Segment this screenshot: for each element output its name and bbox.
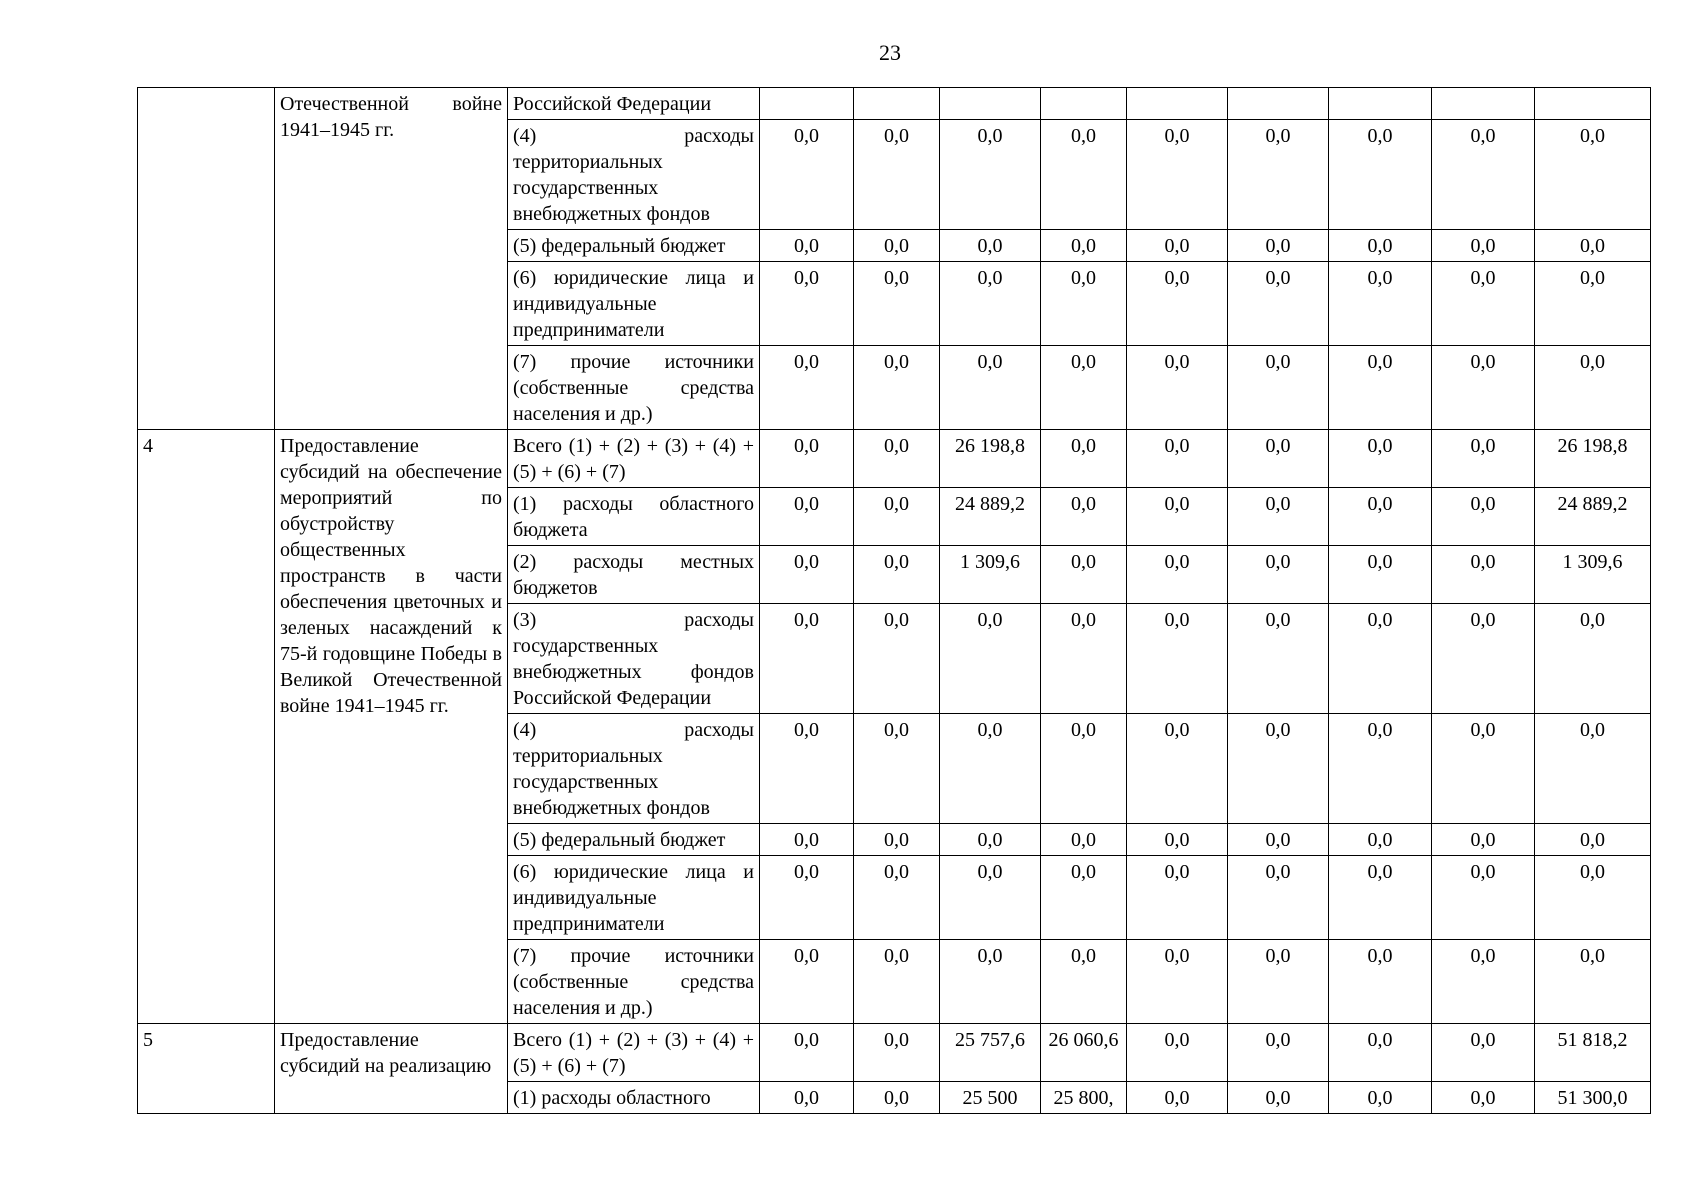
amount-cell: 0,0: [1329, 488, 1432, 546]
amount-cell: 0,0: [1127, 230, 1228, 262]
funding-source-cell: (5) федеральный бюджет: [508, 230, 760, 262]
amount-cell: 0,0: [1041, 262, 1127, 346]
amount-cell: 0,0: [760, 120, 854, 230]
amount-cell: 24 889,2: [1535, 488, 1651, 546]
amount-cell: 0,0: [1535, 230, 1651, 262]
amount-cell: 0,0: [940, 604, 1041, 714]
amount-cell: 0,0: [940, 714, 1041, 824]
amount-cell: [1432, 88, 1535, 120]
amount-cell: 0,0: [760, 230, 854, 262]
amount-cell: 0,0: [854, 546, 940, 604]
amount-cell: 0,0: [1127, 856, 1228, 940]
amount-cell: 0,0: [1329, 940, 1432, 1024]
measure-name-cell: Предоставление субсидий на обеспечение мероприятий по обустройству общественных пространств в части обеспечения цветочных и зеленых насаждений к 75-й годовщине Победы в Великой Отечественной войне 1941–1945 гг.: [275, 430, 508, 1024]
funding-source-cell: (2) расходы местных бюджетов: [508, 546, 760, 604]
amount-cell: 0,0: [854, 604, 940, 714]
amount-cell: 0,0: [1127, 430, 1228, 488]
amount-cell: 0,0: [1127, 824, 1228, 856]
amount-cell: 0,0: [1041, 940, 1127, 1024]
amount-cell: 0,0: [940, 120, 1041, 230]
funding-source-cell: (1) расходы областного: [508, 1082, 760, 1114]
amount-cell: 0,0: [940, 824, 1041, 856]
amount-cell: [1329, 88, 1432, 120]
amount-cell: 0,0: [1041, 488, 1127, 546]
amount-cell: 0,0: [1329, 824, 1432, 856]
amount-cell: 0,0: [1041, 856, 1127, 940]
amount-cell: 0,0: [1127, 604, 1228, 714]
amount-cell: 0,0: [940, 940, 1041, 1024]
amount-cell: 0,0: [854, 262, 940, 346]
amount-cell: 0,0: [854, 856, 940, 940]
amount-cell: 0,0: [1041, 430, 1127, 488]
funding-source-cell: Российской Федерации: [508, 88, 760, 120]
amount-cell: 0,0: [760, 430, 854, 488]
amount-cell: 0,0: [1432, 714, 1535, 824]
amount-cell: 0,0: [1127, 940, 1228, 1024]
amount-cell: 0,0: [1127, 546, 1228, 604]
amount-cell: 0,0: [1228, 714, 1329, 824]
amount-cell: 26 198,8: [1535, 430, 1651, 488]
amount-cell: 0,0: [760, 1082, 854, 1114]
amount-cell: 0,0: [1329, 1024, 1432, 1082]
amount-cell: 0,0: [1432, 856, 1535, 940]
amount-cell: 1 309,6: [940, 546, 1041, 604]
amount-cell: 1 309,6: [1535, 546, 1651, 604]
amount-cell: 0,0: [760, 346, 854, 430]
amount-cell: 0,0: [1432, 940, 1535, 1024]
amount-cell: 0,0: [1535, 262, 1651, 346]
amount-cell: 0,0: [760, 824, 854, 856]
amount-cell: 0,0: [1329, 604, 1432, 714]
funding-source-cell: (5) федеральный бюджет: [508, 824, 760, 856]
measure-name-cell: Отечественной войне 1941–1945 гг.: [275, 88, 508, 430]
amount-cell: 0,0: [854, 940, 940, 1024]
table-row: [138, 1024, 1651, 1082]
amount-cell: 0,0: [1228, 430, 1329, 488]
amount-cell: 0,0: [1228, 488, 1329, 546]
amount-cell: 0,0: [1329, 714, 1432, 824]
amount-cell: 0,0: [854, 1082, 940, 1114]
table-row: [138, 430, 1651, 488]
amount-cell: [940, 88, 1041, 120]
amount-cell: 24 889,2: [940, 488, 1041, 546]
amount-cell: 0,0: [940, 856, 1041, 940]
funding-source-cell: (3) расходы государственных внебюджетных фондов Российской Федерации: [508, 604, 760, 714]
amount-cell: 0,0: [1127, 1024, 1228, 1082]
amount-cell: 0,0: [1432, 1082, 1535, 1114]
amount-cell: 26 198,8: [940, 430, 1041, 488]
amount-cell: 0,0: [1329, 120, 1432, 230]
amount-cell: 0,0: [760, 856, 854, 940]
amount-cell: 0,0: [760, 262, 854, 346]
funding-source-cell: (4) расходы территориальных государственных внебюджетных фондов: [508, 714, 760, 824]
amount-cell: 0,0: [854, 824, 940, 856]
amount-cell: 0,0: [1228, 230, 1329, 262]
amount-cell: 0,0: [1535, 120, 1651, 230]
measure-name-cell: Предоставление субсидий на реализацию: [275, 1024, 508, 1114]
funding-source-cell: Всего (1) + (2) + (3) + (4) + (5) + (6) + (7): [508, 1024, 760, 1082]
amount-cell: 0,0: [760, 1024, 854, 1082]
amount-cell: 0,0: [1432, 824, 1535, 856]
amount-cell: 0,0: [1329, 1082, 1432, 1114]
amount-cell: 0,0: [854, 488, 940, 546]
amount-cell: 0,0: [854, 120, 940, 230]
amount-cell: 0,0: [1041, 346, 1127, 430]
amount-cell: 0,0: [1329, 430, 1432, 488]
amount-cell: [760, 88, 854, 120]
amount-cell: 25 500: [940, 1082, 1041, 1114]
amount-cell: 0,0: [1432, 488, 1535, 546]
amount-cell: 0,0: [1228, 604, 1329, 714]
amount-cell: 0,0: [1329, 230, 1432, 262]
funding-source-cell: (1) расходы областного бюджета: [508, 488, 760, 546]
amount-cell: 0,0: [1432, 1024, 1535, 1082]
amount-cell: 0,0: [1127, 488, 1228, 546]
amount-cell: 0,0: [1535, 604, 1651, 714]
funding-source-cell: (4) расходы территориальных государственных внебюджетных фондов: [508, 120, 760, 230]
amount-cell: 0,0: [854, 346, 940, 430]
item-number-cell: 4: [138, 430, 275, 1024]
funding-source-cell: (7) прочие источники (собственные средства населения и др.): [508, 346, 760, 430]
item-number-cell: 5: [138, 1024, 275, 1114]
amount-cell: 0,0: [1127, 1082, 1228, 1114]
amount-cell: 0,0: [940, 230, 1041, 262]
amount-cell: 0,0: [1535, 346, 1651, 430]
funding-source-cell: (6) юридические лица и индивидуальные предприниматели: [508, 856, 760, 940]
amount-cell: 0,0: [1228, 940, 1329, 1024]
amount-cell: 0,0: [1228, 856, 1329, 940]
amount-cell: 0,0: [1432, 120, 1535, 230]
amount-cell: 0,0: [940, 346, 1041, 430]
amount-cell: 0,0: [1041, 714, 1127, 824]
amount-cell: 0,0: [1535, 824, 1651, 856]
amount-cell: [1041, 88, 1127, 120]
amount-cell: [1535, 88, 1651, 120]
amount-cell: 0,0: [854, 230, 940, 262]
amount-cell: [1228, 88, 1329, 120]
amount-cell: 0,0: [1432, 230, 1535, 262]
amount-cell: 0,0: [760, 488, 854, 546]
amount-cell: 0,0: [1041, 604, 1127, 714]
amount-cell: 0,0: [1127, 262, 1228, 346]
amount-cell: 26 060,6: [1041, 1024, 1127, 1082]
amount-cell: 0,0: [1432, 346, 1535, 430]
amount-cell: 0,0: [1228, 1082, 1329, 1114]
amount-cell: 0,0: [1228, 824, 1329, 856]
amount-cell: 0,0: [940, 262, 1041, 346]
amount-cell: 0,0: [1228, 546, 1329, 604]
amount-cell: [854, 88, 940, 120]
page-number: 23: [879, 40, 901, 65]
item-number-cell: [138, 88, 275, 430]
amount-cell: 25 757,6: [940, 1024, 1041, 1082]
amount-cell: 0,0: [1535, 940, 1651, 1024]
amount-cell: 0,0: [1041, 546, 1127, 604]
funding-source-cell: (7) прочие источники (собственные средства населения и др.): [508, 940, 760, 1024]
amount-cell: 0,0: [760, 940, 854, 1024]
amount-cell: 0,0: [1041, 120, 1127, 230]
amount-cell: 0,0: [760, 604, 854, 714]
amount-cell: 0,0: [854, 714, 940, 824]
amount-cell: 0,0: [1041, 824, 1127, 856]
amount-cell: 0,0: [1432, 604, 1535, 714]
amount-cell: 0,0: [1228, 262, 1329, 346]
amount-cell: 0,0: [1127, 714, 1228, 824]
amount-cell: 0,0: [1329, 346, 1432, 430]
amount-cell: 0,0: [1228, 120, 1329, 230]
amount-cell: 0,0: [854, 430, 940, 488]
amount-cell: 0,0: [1228, 1024, 1329, 1082]
amount-cell: 0,0: [1127, 120, 1228, 230]
amount-cell: 0,0: [1432, 262, 1535, 346]
amount-cell: 0,0: [1228, 346, 1329, 430]
amount-cell: 0,0: [854, 1024, 940, 1082]
amount-cell: 0,0: [1329, 856, 1432, 940]
budget-table: [137, 87, 1651, 1114]
amount-cell: 0,0: [1432, 430, 1535, 488]
amount-cell: 51 300,0: [1535, 1082, 1651, 1114]
amount-cell: 25 800,: [1041, 1082, 1127, 1114]
amount-cell: [1127, 88, 1228, 120]
amount-cell: 0,0: [760, 546, 854, 604]
amount-cell: 0,0: [1127, 346, 1228, 430]
amount-cell: 0,0: [1329, 546, 1432, 604]
amount-cell: 0,0: [1432, 546, 1535, 604]
amount-cell: 0,0: [1041, 230, 1127, 262]
amount-cell: 0,0: [1329, 262, 1432, 346]
amount-cell: 0,0: [760, 714, 854, 824]
table-row: [138, 88, 1651, 120]
funding-source-cell: Всего (1) + (2) + (3) + (4) + (5) + (6) + (7): [508, 430, 760, 488]
funding-source-cell: (6) юридические лица и индивидуальные предприниматели: [508, 262, 760, 346]
amount-cell: 51 818,2: [1535, 1024, 1651, 1082]
amount-cell: 0,0: [1535, 856, 1651, 940]
amount-cell: 0,0: [1535, 714, 1651, 824]
